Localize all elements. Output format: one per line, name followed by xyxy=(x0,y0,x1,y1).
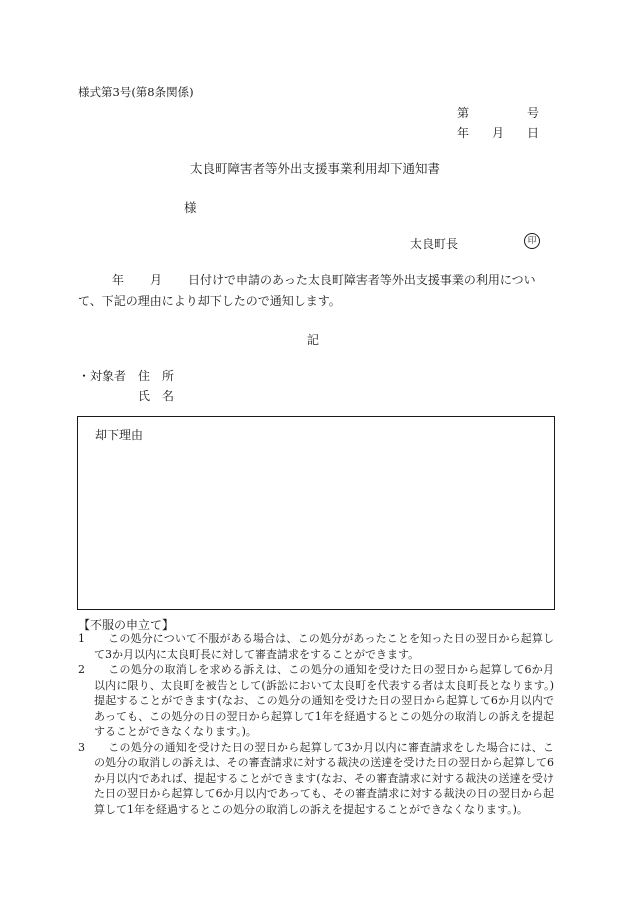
appeal-item xyxy=(78,662,554,740)
address-label: 住 所 xyxy=(138,369,175,383)
appeal-item xyxy=(78,631,554,662)
date-year: 年 xyxy=(457,126,470,140)
seal-mark: 印 xyxy=(524,233,540,249)
ki-heading: 記 xyxy=(306,333,319,347)
target-person-label: ・対象者 xyxy=(78,369,127,383)
document-title: 太良町障害者等外出支援事業利用却下通知書 xyxy=(189,161,440,176)
form-number-label: 様式第3号(第8条関係) xyxy=(78,85,194,99)
rejection-reason-box xyxy=(77,416,555,610)
body-month: 月 xyxy=(150,273,163,287)
appeal-item xyxy=(78,740,554,818)
name-label: 氏 名 xyxy=(138,389,175,403)
body-text: 日付けで申請のあった太良町障害者等外出支援事業の利用について、下記の理由により却下したので通知します。 xyxy=(78,273,536,308)
appeal-heading: 【不服の申立て】 xyxy=(78,618,175,632)
document-number-line xyxy=(457,104,539,121)
date-day: 日 xyxy=(526,126,539,140)
appeal-item-text: この処分の取消しを求める訴えは、この処分の通知を受けた日の翌日から起算して6か月以内に限り、太良町を被告として(訴訟において太良町を代表する者は太良町長となります。)提起することができます(なお、この処分の通知を受けた日の翌日から起算して6か月以内であっても、この処分の日の翌日から起算して1年を経過するとこの処分の取消しの訴えを提起することができなくなります。)。 xyxy=(94,663,554,738)
body-year: 年 xyxy=(112,273,125,287)
appeal-list xyxy=(78,631,554,817)
appeal-item-text: この処分の通知を受けた日の翌日から起算して3か月以内に審査請求をした場合には、この処分の取消しの訴えは、その審査請求に対する裁決の送達を受けた日の翌日から起算して6か月以内であれば、提起することができます(なお、その審査請求に対する裁決の送達を受けた日の翌日から起算して6か月以内であっても、その審査請求に対する裁決の日の翌日から起算して1年を経過するとこの処分の取消しの訴えを提起することができなくなります。)。 xyxy=(94,740,554,816)
appeal-item-number: 3 xyxy=(78,740,85,754)
number-suffix: 号 xyxy=(526,106,539,120)
document-date-line xyxy=(457,124,539,141)
issuer-name: 太良町長 xyxy=(410,237,459,251)
date-month: 月 xyxy=(491,126,504,140)
rejection-reason-label: 却下理由 xyxy=(95,428,144,442)
number-prefix: 第 xyxy=(457,106,470,120)
notice-body xyxy=(78,270,558,312)
appeal-item-number: 2 xyxy=(78,663,85,676)
appeal-item-text: この処分について不服がある場合は、この処分があったことを知った日の翌日から起算して3か月以内に太良町長に対して審査請求をすることができます。 xyxy=(94,632,554,661)
appeal-item-number: 1 xyxy=(78,632,85,645)
addressee-suffix: 様 xyxy=(184,200,197,215)
